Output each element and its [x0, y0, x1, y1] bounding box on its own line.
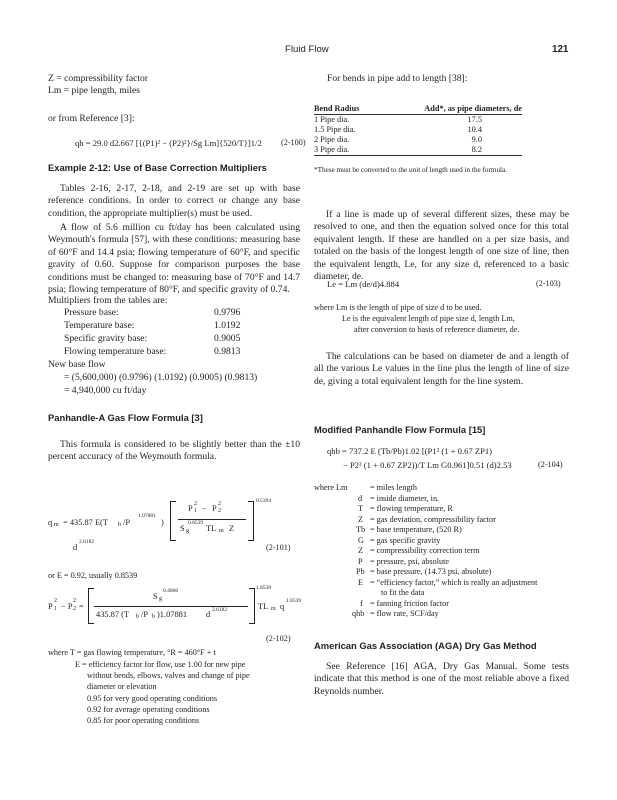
multiplier-label: Pressure base:: [64, 307, 119, 318]
where-symbol: Pb: [356, 567, 365, 576]
where-definition: = inside diameter, in.: [370, 493, 440, 503]
where-definition: to fit the data: [381, 588, 425, 597]
multiplier-label: Flowing temperature base:: [64, 346, 167, 357]
equation-2-104-number: (2-104): [538, 460, 563, 469]
table-row: 3 Pipe dia. 8.2: [314, 145, 522, 156]
equation-2-103: Le = Lm (de/d)4.884: [327, 279, 400, 289]
where-E-cont: diameter or elevation: [87, 682, 157, 691]
where-T: where T = gas flowing temperature, °R = 460°F + t: [48, 648, 216, 657]
where-definition: = gas deviation, compressibility factor: [370, 514, 496, 524]
where-definition: = “efficiency factor,” which is really an adjustment: [370, 577, 538, 587]
where-definition: = pressure, psi, absolute: [370, 556, 449, 566]
table-row: 2 Pipe dia. 9.0: [314, 135, 482, 144]
calculations-paragraph: The calculations can be based on diameter de and a length of all the various Le values in the line plus the length of line of size de, giving a total equivalent length for the line system.: [314, 351, 569, 387]
new-base-label: New base flow: [48, 359, 106, 370]
multiplier-label: Temperature base:: [64, 320, 135, 331]
new-base-calc: = (5,600,000) (0.9796) (1.0192) (0.9005) (0.9813): [64, 372, 258, 383]
page-number: 121: [552, 44, 569, 55]
table-footnote: *These must be converted to the unit of length used in the formula.: [314, 166, 508, 174]
where-symbol: T: [358, 504, 364, 513]
bends-table: [314, 101, 522, 156]
where-symbol: Z: [358, 546, 364, 555]
equation-2-104-line2: − P2² (1 + 0.67 ZP2))/T Lm G0.961]0.51 (d)2.53: [343, 460, 512, 470]
panhandle-paragraph: This formula is considered to be slightly better than the ±10 percent accuracy of the Weymouth formula.: [48, 439, 300, 463]
where-definition: = base temperature, (520 R): [370, 525, 462, 534]
where-definition: = miles length: [370, 483, 417, 492]
where-definition: = base pressure, (14.73 psi, absolute): [370, 567, 492, 576]
panhandle-heading: Panhandle-A Gas Flow Formula [3]: [48, 412, 203, 423]
equation-2-102-number: (2-102): [266, 634, 291, 643]
efficiency-item: 0.85 for poor operating conditions: [87, 716, 200, 725]
equation-2-103-number: (2-103): [536, 279, 561, 288]
efficiency-item: 0.92 for average operating conditions: [87, 705, 210, 714]
where-symbol: f: [360, 598, 363, 608]
equivalent-length-paragraph: If a line is made up of several different sizes, these may be resolved to one, and then the equation solved once for this total equivalent length. If these are handled on a per size basis, and totaled on the basis of the longest length of one size of line, then the equivalent length, Le, for any size d, referenced to a basic diameter, de.: [314, 209, 569, 283]
equation-2-101: q m = 435.87 E(T b /P 1.07881 ) P 1 2 − P 2 2 S g 0.8539 TL m Z 0.5394 d 2.6182 (2-101): [48, 498, 291, 552]
or-e-line: or E = 0.92, usually 0.8539: [48, 571, 138, 580]
multiplier-value: 1.0192: [214, 320, 241, 331]
multipliers-intro: Multipliers from the tables are:: [48, 295, 168, 306]
eq-2-103-where: Le is the equivalent length of pipe size d, length Lm,: [342, 314, 515, 323]
running-header: Fluid Flow: [285, 44, 329, 55]
where-definition: = gas specific gravity: [370, 535, 441, 545]
def-lm: Lm = pipe length, miles: [48, 85, 141, 96]
table-row: 1 Pipe dia. 17.5: [314, 115, 482, 124]
multiplier-value: 0.9005: [214, 333, 241, 344]
where-definition: = fanning friction factor: [370, 598, 449, 608]
equation-2-100: qh = 29.0 d2.667 [{(P1)² − (P2)²}/Sg Lm]{520/T}]1/2: [75, 138, 262, 148]
where-symbol: P: [358, 556, 363, 566]
where-symbol: Z: [358, 514, 364, 524]
eq-2-103-where: after conversion to basis of reference diameter, de.: [354, 325, 520, 334]
eq-2-103-where: where Lm is the length of pipe of size d to be used.: [314, 303, 482, 312]
where-definition: = flowing temperature, R: [370, 504, 453, 513]
where-symbol: d: [358, 493, 363, 503]
example-paragraph-2: A flow of 5.6 million cu ft/day has been calculated using Weymouth's formula [57], with these conditions: measuring base of 60°F and 14.4 psia; flowing temperature of 60°F, and specific gravity of 0.60. Suppose for comparison purposes the base conditions must be changed to: measuring base of 70°F and 14.7 psia; flowing temperature of 80°F, and specific gravity of 0.74.: [48, 222, 300, 296]
multiplier-label: Specific gravity base:: [64, 333, 148, 344]
new-base-result: = 4,940,000 cu ft/day: [64, 385, 147, 396]
modified-panhandle-heading: Modified Panhandle Flow Formula [15]: [314, 424, 486, 435]
where-definition: = compressibility correction term: [370, 546, 480, 555]
where-symbol: E: [358, 577, 364, 587]
aga-paragraph: See Reference [16] AGA, Dry Gas Manual. Some tests indicate that this method is one of the most reliable above a fixed Reynolds number.: [314, 661, 569, 697]
table-row: 1.5 Pipe dia. 10.4: [314, 125, 482, 134]
table-header: Bend Radius: [314, 101, 380, 115]
where-definition: = flow rate, SCF/day: [370, 609, 439, 618]
bends-intro: For bends in pipe add to length [38]:: [327, 73, 468, 84]
aga-heading: American Gas Association (AGA) Dry Gas Method: [314, 640, 537, 651]
where-symbol: where Lm: [314, 483, 348, 492]
efficiency-item: 0.95 for very good operating conditions: [87, 694, 218, 703]
where-E-cont: without bends, elbows, valves and change of pipe: [87, 671, 250, 680]
equation-2-100-number: (2-100): [281, 138, 306, 147]
example-paragraph-1: Tables 2-16, 2-17, 2-18, and 2-19 are set up with base reference conditions. In order to correct or change any base condition, the appropriate multiplier(s) must be used.: [48, 183, 300, 219]
def-z: Z = compressibility factor: [48, 73, 148, 84]
multiplier-value: 0.9813: [214, 346, 241, 357]
where-symbol: qhb: [352, 609, 365, 618]
equation-2-104-line1: qhb = 737.2 E (Tb/Pb)1.02 [(P1² (1 + 0.67 ZP1): [327, 446, 493, 456]
equation-2-102: P 1 2 − P 2 2 = S g 0.4606 435.87 (T b /P b )1.07881 d 2.6182 1.8539 TL m q 1.8539: [48, 586, 300, 636]
where-symbol: G: [358, 535, 364, 545]
multiplier-value: 0.9796: [214, 307, 241, 318]
example-heading: Example 2-12: Use of Base Correction Multipliers: [48, 162, 267, 173]
table-header: Add*, as pipe diameters, de: [380, 101, 522, 115]
ref3-intro: or from Reference [3]:: [48, 113, 135, 124]
where-symbol: Tb: [356, 525, 366, 534]
where-E: E = efficiency factor for flow, use 1.00 for new pipe: [75, 660, 246, 669]
